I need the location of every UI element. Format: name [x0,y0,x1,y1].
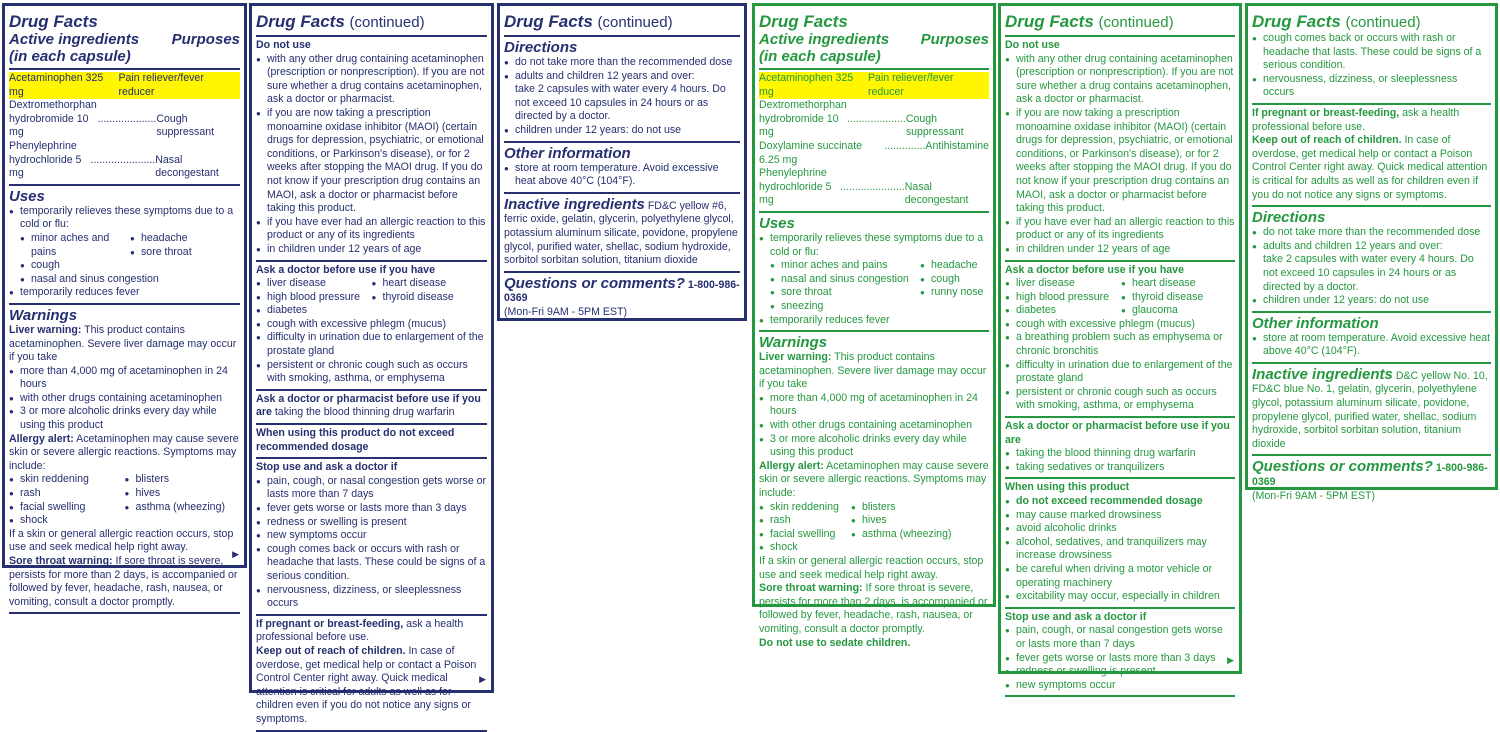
list-item: ● persistent or chronic cough such as occurs with smoking, asthma, or emphysema [256,359,487,386]
list-item: ● adults and children 12 years and over: [504,70,740,84]
allergy-alert-text: Acetaminophen may cause severe skin or severe allergic reactions. Symptoms may include: [9,432,239,472]
list-item: ● fever gets worse or lasts more than 3 days [256,502,487,516]
allergy-alert-label: Allergy alert: [9,432,74,445]
list-item: ● with other drugs containing acetaminophen [9,392,240,406]
list-item: ● headache [130,232,240,246]
stop-use-section: Stop use and ask a doctor if ● pain, cough, or nasal congestion gets worse or lasts more than 7 days ● fever gets worse or lasts more than 3 days ● redness or swelling is present ● new symptoms occur [1005,609,1235,698]
ingredient-row: Doxylamine succinate 6.25 mg .............. Antihistamine [759,139,989,166]
warnings-section: Warnings Liver warning: This product contains acetaminophen. Severe liver damage may occur if you take ● more than 4,000 mg of acetaminophen in 24 hours ● with other drugs containing acetaminophen ● 3 or more alcoholic drinks every day while using this product Allergy alert: Acetaminophen may cause severe skin or severe allergic reactions. Symptoms may include: ● skin reddening ● rash ● facial swelling ● shock ● blisters ● hives ● asthma (wheezing) If a skin or general allergic reaction occurs, stop use and seek medical help right away. Sore throat warning: If sore throat is severe, persists for more than 2 days, is accompanied or followed by fever, headache, rash, nausea, or vomiting, consult a doctor promptly. Do not use to sedate children. [759,332,989,653]
drug-facts-title: Drug Facts [759,12,848,31]
sore-throat-label: Sore throat warning: [9,555,113,567]
list-item: ● 3 or more alcoholic drinks every day while using this product [9,405,240,432]
list-item: ● liver disease [256,277,372,291]
allergy-after-text: If a skin or general allergic reaction occurs, stop use and seek medical help right away. [9,527,234,554]
ingredients-list: Acetaminophen 325 mg Pain reliever/fever reducer Dextromethorphan hydrobromide 10 mg .................... Cough suppressant Doxylamine succinate 6.25 mg .............. Antihistamine Phenylephrine hydrochloride 5 mg ...................... Nasal decongestant [759,70,989,213]
list-item: ● children under 12 years: do not use [504,124,740,138]
sore-throat-text: If sore throat is severe, persists for more than 2 days, is accompanied or followed by fever, headache, rash, nausea, or vomiting, consult a doctor promptly. [9,555,238,608]
phone-number: 1-800-986-0369 [504,278,740,305]
day-panel-2 [249,3,494,725]
when-using-section: When using this product ● do not exceed recommended dosage ● may cause marked drowsiness ● avoid alcoholic drinks ● alcohol, sedatives, and tranquilizers may increase drowsiness ● be careful when driving a motor vehicle or operating machinery ● excitability may occur, especially in children [1005,479,1235,608]
list-item: ● hives [125,487,241,501]
directions-heading: Directions [504,39,578,56]
in-each-capsule: (in each capsule) [9,48,131,65]
ingredient-name: Dextromethorphan [9,99,97,112]
list-item: ● more than 4,000 mg of acetaminophen in 24 hours [9,365,240,392]
ask-pharmacist-section: Ask a doctor or pharmacist before use if you are taking the blood thinning drug warfarin [256,391,487,425]
list-item: ● skin reddening [9,473,125,487]
liver-warning-text: This product contains acetaminophen. Severe liver damage may occur if you take [9,323,237,364]
stop-use-section [256,459,487,616]
questions-section: Questions or comments? 1-800-986-0369 (Mon-Fri 9AM - 5PM EST) [504,274,740,318]
purposes-heading: Purposes [171,31,240,48]
day-panel-1 [2,3,247,608]
list-item: ● high blood pressure [256,291,372,305]
list-item: ● cough [20,259,130,273]
list-item: ● nasal and sinus congestion [20,273,240,287]
other-info-section: Other information ● store at room temperature. Avoid excessive heat above 40°C (104°F). [1252,313,1491,364]
ingredient-row: hydrochloride 5 mg ...................... Nasal decongestant [759,180,969,207]
inactive-section: Inactive ingredients FD&C yellow #6, ferric oxide, gelatin, glycerin, polyethylene glycol, potassium aluminum silicate, povidone, propylene glycol, purified water, shellac, sodium hydroxide, sorbitol sorbitan solution, titanium dioxide [504,194,740,273]
ingredient-row: hydrochloride 5 mg ...................... Nasal decongestant [9,153,219,180]
continue-arrow-icon: ▶ [1227,655,1234,666]
uses-section: Uses ● temporarily relieves these symptoms due to a cold or flu: ● minor aches and pains ● nasal and sinus congestion ● sore throat ● sneezing ● headache ● cough ● runny nose ● temporarily reduces fever [759,213,989,332]
questions-section: Questions or comments? 1-800-986-0369 (Mon-Fri 9AM - 5PM EST) [1252,458,1488,502]
list-item: ● cough comes back or occurs with rash or headache that lasts. These could be signs of a serious condition. [256,543,487,584]
list-item: ● with any other drug containing acetaminophen (prescription or nonprescription). If you are not sure whether a drug contains acetaminophen, ask a doctor or pharmacist. [256,53,487,107]
ask-doctor-section: Ask a doctor before use if you have ● liver disease ● high blood pressure ● diabetes ● heart disease ● thyroid disease ● glaucoma ● cough with excessive phlegm (mucus) ● a breathing problem such as emphysema or chronic bronchitis ● difficulty in urination due to enlargement of the prostate gland ● persistent or chronic cough such as occurs with smoking, asthma, or emphysema [1005,262,1235,419]
night-panel-2 [998,3,1242,691]
list-item: ● shock [9,514,125,528]
inactive-heading: Inactive ingredients [504,195,645,213]
ingredients-list [9,70,240,186]
directions-section: Directions ● do not take more than the recommended dose ● adults and children 12 years and over: take 2 capsules with water every 4 hours. Do not exceed 10 capsules in 24 hours or as directed by a doctor. ● children under 12 years: do not use [504,37,740,143]
directions-section: Directions ● do not take more than the recommended dose ● adults and children 12 years and over: take 2 capsules with water every 4 hours. Do not exceed 10 capsules in 24 hours or as directed by a doctor. ● children under 12 years: do not use [1252,207,1491,313]
night-panel-1: Drug Facts Active ingredients Purposes (in each capsule) Acetaminophen 325 mg Pain reliever/fever reducer Dextromethorphan hydrobromide 10 mg .................... Cough suppressant Doxylamine succinate 6.25 mg .............. Antihistamine Phenylephrine hydrochloride 5 mg ...................... Nasal decongestant Uses ● temporarily relieves these symptoms due to a cold or flu: ● minor aches and pains ● nasal and sinus congestion ● sore throat ● sneezing ● headache ● cough ● runny nose ● temporarily reduces fever Warnings Liver warning: This product contains acetaminophen. Severe liver damage may occur if you take ● more than 4,000 mg of acetaminophen in 24 hours ● with other drugs containing acetaminophen ● 3 or more alcoholic drinks every day while using this product Allergy alert: Acetaminophen may cause severe skin or severe allergic reactions. Symptoms may include: ● skin reddening ● rash ● facial swelling ● shock ● blisters ● hives ● asthma (wheezing) If a skin or general allergic reaction occurs, stop use and seek medical help right away. Sore throat warning: If sore throat is severe, persists for more than 2 days, is accompanied or followed by fever, headache, rash, nausea, or vomiting, consult a doctor promptly. Do not use to sedate children. [752,3,996,607]
list-item: ● nervousness, dizziness, or sleeplessness occurs [256,584,487,611]
day-header [9,6,240,70]
warnings-heading: Warnings [9,306,78,324]
when-using-section: When using this product do not exceed recommended dosage [256,425,487,459]
list-item: ● do not take more than the recommended dose [504,56,740,70]
ask-pharmacist-heading: Ask a doctor or pharmacist before use if you are [256,392,481,419]
drug-facts-title: Drug Facts (continued) [256,12,425,31]
list-item: ● facial swelling [9,501,125,515]
list-item: ● heart disease [372,277,488,291]
ingredient-row: hydrobromide 10 mg .................... Cough suppressant [9,112,215,139]
ask-doctor-section [256,262,487,391]
list-item: ● redness or swelling is present [256,516,487,530]
ask-doctor-heading: Ask a doctor before use if you have [256,263,435,276]
list-item: ● asthma (wheezing) [125,501,241,515]
ingredient-row: hydrobromide 10 mg .................... Cough suppressant [759,112,964,139]
active-ingredients-heading: Active ingredients [9,31,140,48]
list-item: ● if you have ever had an allergic reaction to this product or any of its ingredients [256,216,487,243]
list-item: ● cough with excessive phlegm (mucus) [256,318,487,332]
uses-heading: Uses [9,187,45,205]
inactive-section: Inactive ingredients D&C yellow No. 10, FD&C blue No. 1, gelatin, glycerin, polyethylene glycol, potassium aluminum silicate, povidone, propylene glycol, purified water, shellac, sodium hydroxide, sorbitol sorbitan solution, titanium dioxide [1252,364,1491,457]
list-item: ● if you are now taking a prescription monoamine oxidase inhibitor (MAOI) (certain drugs for depression, psychiatric, or emotional conditions, or Parkinson's disease), or for 2 weeks after stopping the MAOI drug. If you do not know if your prescription drug contains an MAOI, ask a doctor or pharmacist before taking this product. [256,107,487,216]
liver-warning-label: Liver warning: [9,323,82,336]
list-item: ● temporarily reduces fever [9,286,240,300]
pregnancy-section: If pregnant or breast-feeding, ask a health professional before use. Keep out of reach of children. In case of overdose, get medical help or contact a Poison Control Center right away. Quick medical attention is critical for adults as well as for children even if you do not notice any signs or symptoms. [256,616,487,732]
list-item: ● rash [9,487,125,501]
do-not-use-section: Do not use ● with any other drug containing acetaminophen (prescription or nonprescription). If you are not sure whether a drug contains acetaminophen, ask a doctor or pharmacist. ● if you are now taking a prescription monoamine oxidase inhibitor (MAOI) (certain drugs for depression, psychiatric, or emotional conditions, or Parkinson's disease), or for 2 weeks after stopping the MAOI drug. If you do not know if your prescription drug contains an MAOI, ask a doctor or pharmacist before taking this product. ● if you have ever had an allergic reaction to this product or any of its ingredients ● in children under 12 years of age [1005,37,1235,262]
list-item: ● store at room temperature. Avoid excessive heat above 40°C (104°F). [504,162,740,189]
night-panel-3: Drug Facts (continued) ● cough comes back or occurs with rash or headache that lasts. These could be signs of a serious condition. ● nervousness, dizziness, or sleeplessness occurs If pregnant or breast-feeding, ask a health professional before use. Keep out of reach of children. In case of overdose, get medical help or contact a Poison Control Center right away. Quick medical attention is critical for adults as well as for children even if you do not notice any signs or symptoms. Directions ● do not take more than the recommended dose ● adults and children 12 years and over: take 2 capsules with water every 4 hours. Do not exceed 10 capsules in 24 hours or as directed by a doctor. ● children under 12 years: do not use Other information ● store at room temperature. Avoid excessive heat above 40°C (104°F). Inactive ingredients D&C yellow No. 10, FD&C blue No. 1, gelatin, glycerin, polyethylene glycol, potassium aluminum silicate, povidone, propylene glycol, purified water, shellac, sodium hydroxide, sorbitol sorbitan solution, titanium dioxide Questions or comments? 1-800-986-0369 (Mon-Fri 9AM - 5PM EST) [1245,3,1498,490]
drug-facts-title: Drug Facts (continued) [1005,12,1174,31]
uses-section [9,186,240,305]
do-not-use-section [256,37,487,262]
list-item: ● in children under 12 years of age [256,243,487,257]
ingredient-name: Phenylephrine [9,139,77,152]
warnings-section [9,305,240,614]
list-item: ● difficulty in urination due to enlargement of the prostate gland [256,331,487,358]
list-item: ● thyroid disease [372,291,488,305]
pregnancy-section: If pregnant or breast-feeding, ask a health professional before use. Keep out of reach of children. In case of overdose, get medical help or contact a Poison Control Center right away. Quick medical attention is critical for adults as well as for children even if you do not notice any signs or symptoms. [1252,105,1491,207]
sedate-warning: Do not use to sedate children. [759,636,911,649]
list-item: ● minor aches and pains [20,232,130,259]
list-item: ● sore throat [130,246,240,260]
drug-facts-title: Drug Facts (continued) [1252,12,1421,31]
continue-arrow-icon: ▶ [479,674,486,685]
list-item: ● blisters [125,473,241,487]
stop-use-heading: Stop use and ask a doctor if [256,461,398,474]
list-item: ● pain, cough, or nasal congestion gets worse or lasts more than 7 days [256,475,487,502]
day-panel-3 [497,3,747,321]
drug-facts-title: Drug Facts [9,12,98,31]
other-info-heading: Other information [504,144,631,162]
list-item: ● new symptoms occur [256,529,487,543]
ingredient-row: Acetaminophen 325 mg Pain reliever/fever reducer [759,72,989,99]
list-item: ● diabetes [256,304,372,318]
other-info-section [504,143,740,194]
ingredient-row: Acetaminophen 325 mg Pain reliever/fever reducer [9,72,240,99]
continue-arrow-icon: ▶ [232,549,239,560]
do-not-use-heading: Do not use [256,39,311,51]
drug-facts-title: Drug Facts (continued) [504,12,673,31]
questions-heading: Questions or comments? [504,274,685,292]
uses-intro: ● temporarily relieves these symptoms due to a cold or flu: [9,205,240,232]
ask-pharmacist-section: Ask a doctor or pharmacist before use if you are ● taking the blood thinning drug warfarin ● taking sedatives or tranquilizers [1005,418,1235,479]
